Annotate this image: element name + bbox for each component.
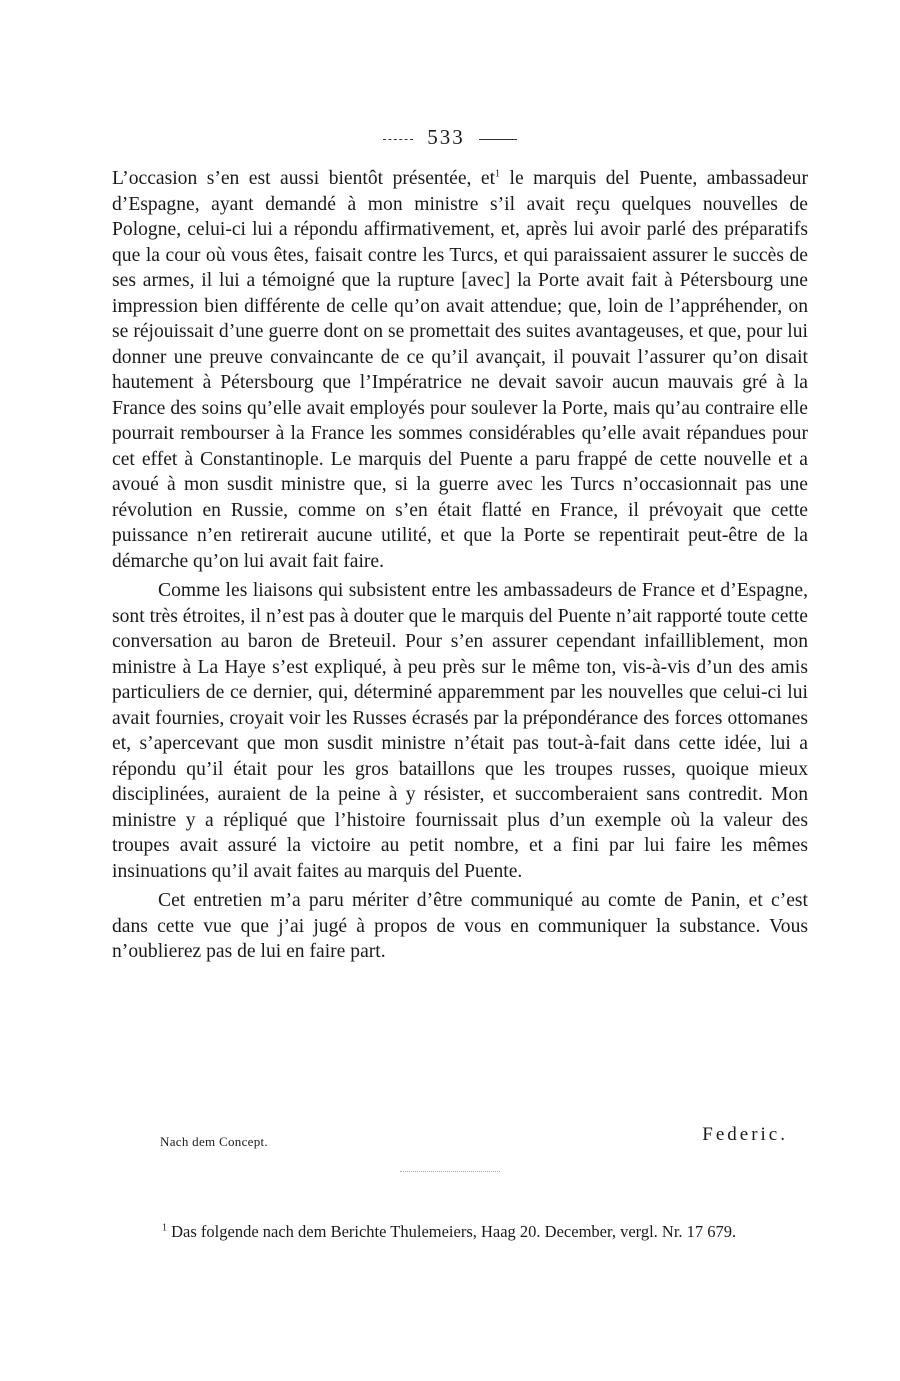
footnote-marker: 1 [495, 168, 501, 180]
page-header [0, 125, 900, 150]
page-number: 533 [427, 125, 465, 149]
paragraph-2: Comme les liaisons qui subsistent entre les ambassadeurs de France et d’Espagne, sont très étroites, il n’est pas à douter que le marquis del Puente n’ait rapporté toute cette conversation au baron de Breteuil. Pour s’en assurer cependant infailliblement, mon ministre à La Haye s’est expliqué, à peu près sur le même ton, vis-à-vis d’un des amis particuliers de ce dernier, qui, déterminé apparemment par les nouvelles que celui-ci lui avait fournies, croyait voir les Russes écrasés par la prépondérance des forces ottomanes et, s’apercevant que mon susdit ministre n’était pas tout-à-fait dans cette idée, lui a répondu qu’il était pour les gros bataillons que les troupes russes, quoique mieux disciplinées, auraient de la peine à y résister, et succomberaient sans contredit. Mon ministre y a répliqué que l’histoire fournissait plus d’un exemple où la valeur des troupes avait assuré la victoire au petit nombre, et a fini par lui faire les mêmes insinuations qu’il avait faites au marquis del Puente. [112, 580, 808, 882]
paragraph-3: Cet entretien m’a paru mériter d’être communiqué au comte de Panin, et c’est dans cette vue que j’ai jugé à propos de vous en communiquer la substance. Vous n’oublierez pas de lui en faire part. [112, 890, 808, 962]
header-rule-right [479, 139, 517, 140]
footnote-separator [400, 1171, 500, 1172]
footnote-number: 1 [162, 1222, 167, 1234]
paragraph-1 [112, 166, 808, 574]
header-rule-left [383, 139, 413, 140]
footnote [112, 1220, 808, 1243]
footnote-text: Das folgende nach dem Berichte Thulemeiers, Haag 20. December, vergl. Nr. 17 679. [167, 1222, 737, 1241]
paragraph-1-rest: le marquis del Puente, ambassadeur d’Espagne, ayant demandé à mon ministre s’il avait reçu quelques nouvelles de Pologne, celui-ci lui a répondu affirmativement, et, après lui avoir parlé des préparatifs que la cour où vous êtes, faisait contre les Turcs, et qui paraissaient assurer le succès de ses armes, il lui a témoigné que la rupture [avec] la Porte avait fait à Pétersbourg une impression bien différente de celle qu’on avait attendue; que, loin de l’appréhender, on se réjouissait d’une guerre dont on se promettait des suites avantageuses, et que, pour lui donner une preuve convaincante de ce qu’il avançait, il pouvait l’assurer qu’on disait hautement à Pétersbourg que l’Impératrice ne devait savoir aucun mauvais gré à la France des soins qu’elle avait employés pour soulever la Porte, mais qu’au contraire elle pourrait rembourser à la France les sommes considérables qu’elle avait répandues pour cet effet à Constantinople. Le marquis del Puente a paru frappé de cette nouvelle et a avoué à mon susdit ministre que, si la guerre avec les Turcs n’occasionnait pas une révolution en Russie, comme on s’en était flatté en France, il prévoyait que cette puissance n’en retirerait aucune utilité, et que la Porte se repentirait peut-être de la démarche qu’on lui avait fait faire. [112, 168, 808, 572]
paragraph-1-start: L’occasion s’en est aussi bientôt présentée, et [112, 168, 496, 189]
source-note: Nach dem Concept. [160, 1134, 268, 1149]
signature: Federic. [702, 1124, 788, 1145]
closing-row [160, 1124, 790, 1154]
letter-body [112, 166, 808, 965]
